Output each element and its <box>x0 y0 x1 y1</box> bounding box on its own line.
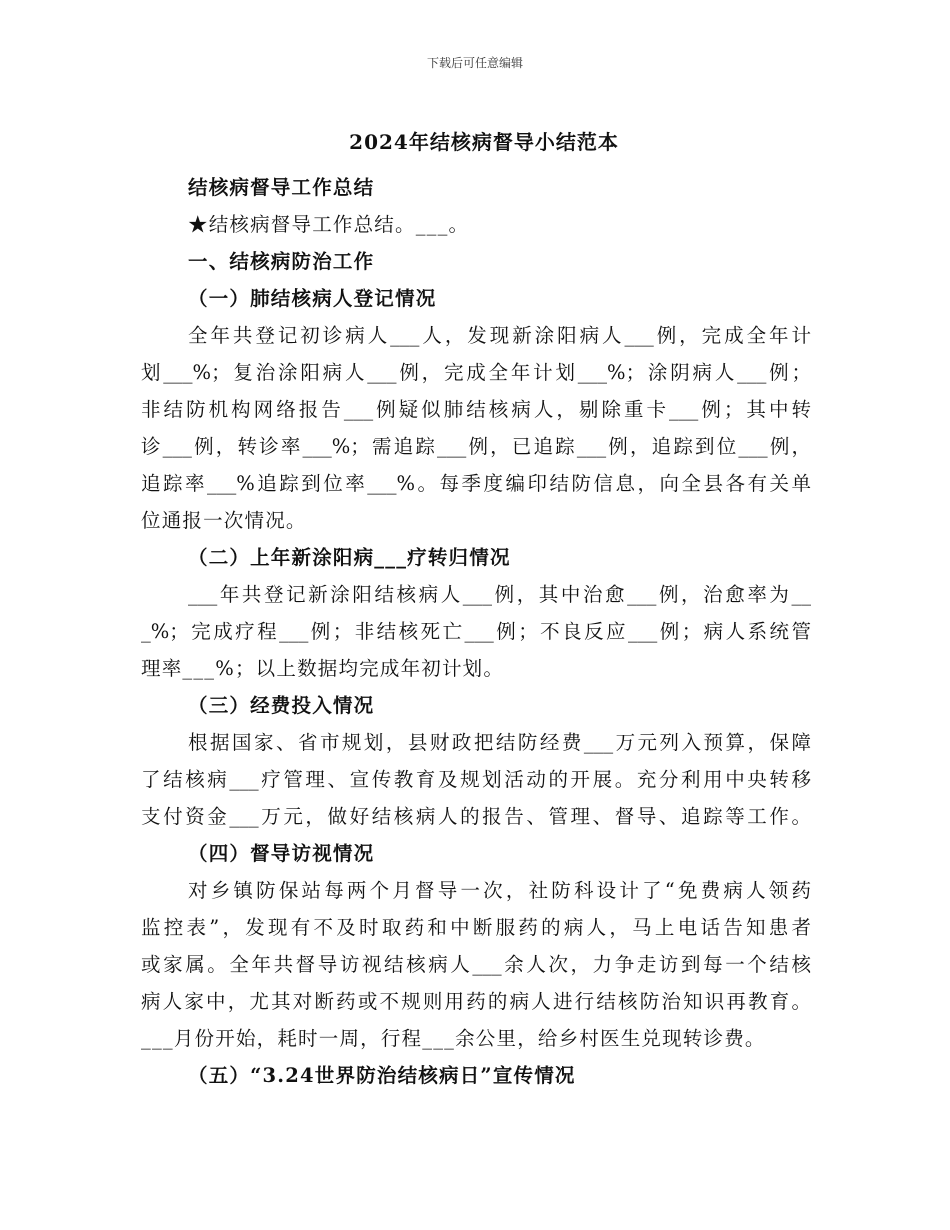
paragraph-line: 非结防机构网络报告___例疑似肺结核病人，剔除重卡___例；其中转 <box>141 398 811 421</box>
paragraph-line: 或家属。全年共督导访视结核病人___余人次，力争走访到每一个结核 <box>141 953 811 976</box>
paragraph-line: 支付资金___万元，做好结核病人的报告、管理、督导、追踪等工作。 <box>141 805 811 828</box>
section-heading: 结核病督导工作总结 <box>188 176 375 199</box>
paragraph-line: 追踪率___%追踪到位率___%。每季度编印结防信息，向全县各有关单 <box>141 472 811 495</box>
section-heading: 一、结核病防治工作 <box>188 250 375 273</box>
paragraph-line: ★结核病督导工作总结。___。 <box>188 213 470 236</box>
paragraph-line: 诊___例，转诊率___%；需追踪___例，已追踪___例，追踪到位___例， <box>141 435 811 458</box>
paragraph-line: 位通报一次情况。 <box>141 509 307 532</box>
paragraph-line: 病人家中，尤其对断药或不规则用药的病人进行结核防治知识再教育。 <box>141 990 811 1013</box>
paragraph-line: 了结核病___疗管理、宣传教育及规划活动的开展。充分利用中央转移 <box>141 768 811 791</box>
section-heading: （三）经费投入情况 <box>188 694 375 717</box>
paragraph-line: ___年共登记新涂阳结核病人___例，其中治愈___例，治愈率为__ <box>188 583 811 606</box>
document-body <box>141 169 811 1094</box>
section-heading: （一）肺结核病人登记情况 <box>188 287 437 310</box>
header-note: 下载后可任意编辑 <box>426 56 523 70</box>
paragraph-line: 划___%；复治涂阳病人___例，完成全年计划___%；涂阴病人___例； <box>141 361 811 384</box>
paragraph-line: ___月份开始，耗时一周，行程___余公里，给乡村医生兑现转诊费。 <box>141 1027 766 1050</box>
section-heading: （二）上年新涂阳病___疗转归情况 <box>188 546 511 569</box>
paragraph-line: 全年共登记初诊病人___人，发现新涂阳病人___例，完成全年计 <box>188 324 811 347</box>
paragraph-line: 根据国家、省市规划，县财政把结防经费___万元列入预算，保障 <box>188 731 811 754</box>
paragraph-line: 理率___%；以上数据均完成年初计划。 <box>141 657 505 680</box>
paragraph-line: _%；完成疗程___例；非结核死亡___例；不良反应___例；病人系统管 <box>141 620 811 643</box>
section-heading: （五）“3.24世界防治结核病日”宣传情况 <box>188 1064 576 1087</box>
paragraph-line: 监控表”，发现有不及时取药和中断服药的病人，马上电话告知患者 <box>141 916 811 939</box>
section-heading: （四）督导访视情况 <box>188 842 375 865</box>
paragraph-line: 对乡镇防保站每两个月督导一次，社防科设计了“免费病人领药 <box>188 879 811 902</box>
document-title: 2024年结核病督导小结范本 <box>349 130 619 154</box>
